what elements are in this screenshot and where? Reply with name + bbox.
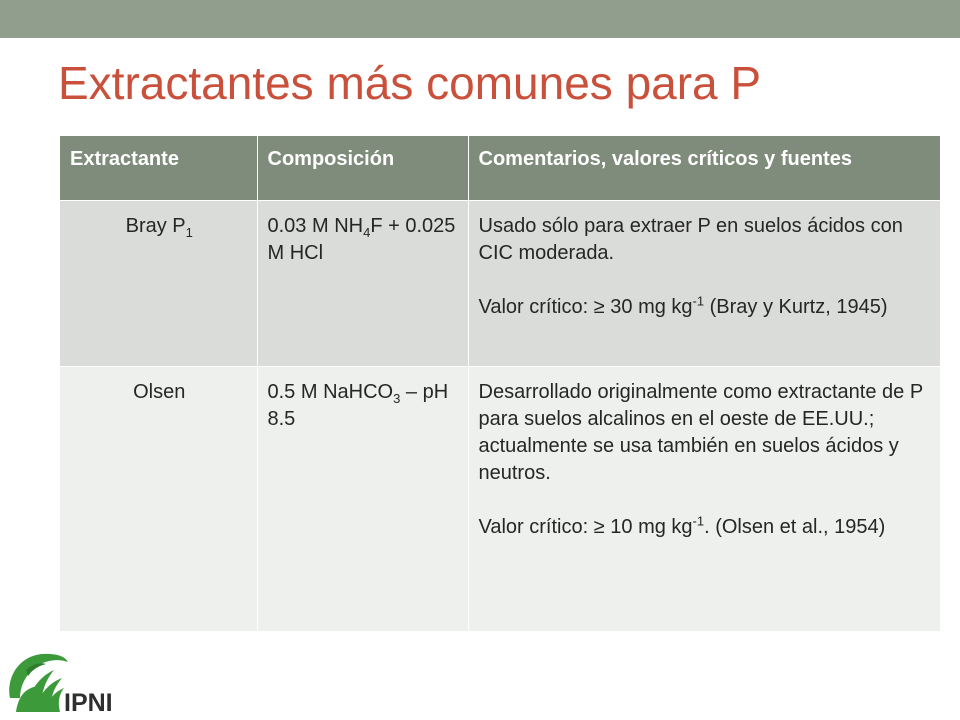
- unit-superscript: -1: [692, 512, 705, 528]
- comment-text: Desarrollado originalmente como extractante de P para suelos alcalinos en el oeste de EE.UU.; actualmente se usa también en suelos ácidos y neutros.: [478, 380, 923, 484]
- slide-title: Extractantes más comunes para P: [58, 57, 762, 109]
- extractante-subscript: 1: [185, 224, 193, 240]
- critical-value: [478, 292, 888, 318]
- critical-amount: 30 mg kg: [604, 295, 693, 318]
- comment-text: Usado sólo para extraer P en suelos ácidos con CIC moderada.: [478, 214, 903, 264]
- critical-source: (Bray y Kurtz, 1945): [704, 295, 888, 318]
- critical-value: [478, 512, 886, 538]
- composition-text: 0.03 M NH: [267, 214, 364, 237]
- geq-symbol: ≥: [593, 515, 605, 538]
- header-comentarios: Comentarios, valores críticos y fuentes: [468, 136, 940, 200]
- critical-amount: 10 mg kg: [604, 515, 693, 538]
- cell-comentarios: [468, 366, 940, 631]
- table-row: [60, 200, 940, 366]
- logo-text: IPNI: [64, 689, 113, 717]
- header-composicion: Composición: [257, 136, 468, 200]
- cell-comentarios: [468, 200, 940, 366]
- cell-extractante: [60, 200, 257, 366]
- extractante-name: Olsen: [133, 380, 186, 403]
- table-header-row: [60, 136, 940, 200]
- critical-label: Valor crítico:: [478, 515, 594, 538]
- top-bar: [0, 0, 960, 38]
- composition-text: 0.5 M NaHCO: [267, 380, 394, 403]
- extractante-name: Bray P: [125, 214, 186, 237]
- composition-text-rest: – pH 8.5: [267, 380, 449, 430]
- cell-composicion: [257, 200, 468, 366]
- critical-label: Valor crítico:: [478, 295, 594, 318]
- extractants-table: [60, 136, 940, 631]
- table-row: [60, 366, 940, 631]
- unit-superscript: -1: [692, 292, 705, 308]
- cell-composicion: [257, 366, 468, 631]
- geq-symbol: ≥: [593, 295, 605, 318]
- cell-extractante: [60, 366, 257, 631]
- header-extractante: Extractante: [60, 136, 257, 200]
- composition-subscript: 4: [363, 224, 371, 240]
- composition-subscript: 3: [393, 390, 401, 406]
- critical-source: . (Olsen et al., 1954): [704, 515, 886, 538]
- composition-text-rest: F + 0.025 M HCl: [267, 214, 456, 264]
